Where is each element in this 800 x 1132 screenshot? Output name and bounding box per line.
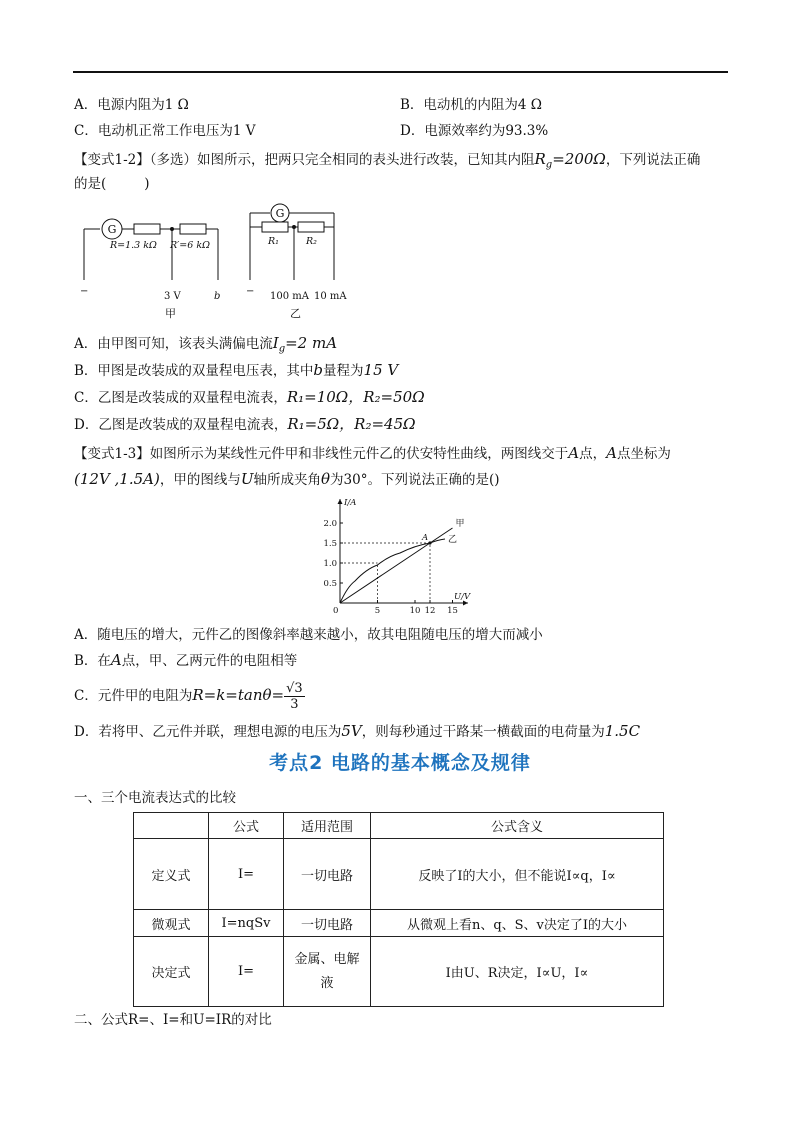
r-prime-label: R′=6 kΩ [170, 240, 210, 251]
resistor-r1 [262, 222, 288, 232]
option-d: D．电源效率约为93.3% [400, 123, 549, 139]
y-tick-label: 0.5 [323, 579, 337, 589]
option-d-value: R₁=5Ω，R₂=45Ω [287, 415, 416, 433]
variant-1-2-option-b [74, 361, 398, 380]
table-cell: 微观式 [134, 910, 209, 937]
y-tick-label: 1.0 [323, 559, 337, 569]
option-c: C．电动机正常工作电压为1 V [74, 123, 256, 139]
option-b: B．电动机的内阻为4 Ω [400, 97, 542, 113]
series-yi-curve [340, 539, 445, 603]
resistor-r-prime [180, 224, 206, 234]
intersection-label: A [422, 533, 429, 543]
ig-sub: g [278, 343, 286, 355]
terminal-b: b [214, 291, 221, 302]
option-d-mid: ，则每秒通过干路某一横截面的电荷量为 [361, 724, 605, 740]
variant-1-3-option-d [74, 722, 640, 741]
option-d-text: D．乙图是改装成的双量程电流表， [74, 417, 288, 433]
stem-text-2: 点， [579, 446, 607, 462]
option-d-text: D．若将甲、乙元件并联，理想电源的电压为 [74, 724, 342, 740]
origin-label: 0 [333, 606, 339, 616]
table-cell: 从微观上看n、q、S、v决定了I的大小 [371, 910, 664, 937]
option-c-text: C．元件甲的电阻为 [74, 688, 193, 704]
theta-var: θ [321, 470, 331, 488]
caption-jia: 甲 [165, 307, 176, 320]
variant-1-2-option-d [74, 415, 416, 434]
r2-label: R₂ [306, 236, 317, 247]
terminal-10ma: 10 mA [314, 291, 347, 302]
x-tick-label: 5 [374, 606, 381, 616]
stem-text-3-end: ) [144, 176, 150, 192]
x-tick-label: 10 [409, 606, 421, 616]
table-row [134, 937, 664, 1007]
stem-text: 如图所示为某线性元件甲和非线性元件乙的伏安特性曲线，两图线交于 [149, 446, 569, 462]
option-a-text: A．由甲图可知，该表头满偏电流 [74, 336, 273, 352]
r1-label: R₁ [268, 236, 279, 247]
series-jia-line [340, 528, 453, 603]
fraction-numerator: √3 [286, 681, 303, 696]
resistor-r2 [298, 222, 324, 232]
stem-text-2: ，下列说法正确 [605, 152, 701, 168]
rg-sub: g [545, 159, 553, 171]
x-tick-label: 12 [424, 606, 436, 616]
option-c-text: C．乙图是改装成的双量程电流表， [74, 390, 287, 406]
table-header-cell [134, 813, 209, 839]
variant-tag: 【变式1-2】 [74, 152, 150, 168]
y-tick-label: 1.5 [323, 539, 337, 549]
subsection-1-title: 一、三个电流表达式的比较 [74, 790, 236, 806]
table-header-cell: 公式 [209, 813, 284, 839]
option-b-point: A [110, 651, 122, 669]
top-rule [73, 71, 728, 73]
option-row-2 [74, 122, 549, 140]
option-d-voltage: 5V [341, 722, 362, 740]
terminal-100ma: 100 mA [270, 291, 309, 302]
g-label-right: G [275, 207, 285, 220]
stem-text-3: 的是( [74, 176, 107, 192]
y-tick-label: 2.0 [323, 519, 337, 529]
point-a-coord: (12V ,1.5A) [74, 470, 160, 488]
stem-text-5: 轴所成夹角 [253, 472, 322, 488]
option-b-text: B．甲图是改装成的双量程电压表，其中 [74, 363, 314, 379]
series-jia-label: 甲 [455, 519, 465, 529]
variant-1-2-stem-line2 [74, 175, 150, 193]
subsection-2-title: 二、公式R=、I=和U=IR的对比 [74, 1012, 272, 1028]
u-axis-var: U [240, 470, 254, 488]
minus-terminal-left: − [80, 286, 89, 297]
option-c-formula: R=k=tanθ= [192, 686, 285, 704]
variant-1-2-stem [74, 150, 700, 175]
stem-text: （多选）如图所示，把两只完全相同的表头进行改装，已知其内阻 [149, 152, 535, 168]
variant-1-2-option-c [74, 388, 425, 407]
table-cell: I=nqSv [209, 910, 284, 937]
table-row [134, 910, 664, 937]
ig-symbol: I [272, 334, 279, 352]
option-b-mid: 量程为 [323, 363, 364, 379]
current-expression-table [133, 812, 664, 1007]
table-header-row [134, 813, 664, 839]
stem-text-6: 为30°。下列说法正确的是() [330, 472, 500, 488]
section-heading: 考点2 电路的基本概念及规律 [269, 752, 531, 774]
table-cell: 金属、电解液 [284, 937, 371, 1007]
variant-1-3-stem [74, 444, 671, 463]
variant-1-3-option-a: A．随电压的增大，元件乙的图像斜率越来越小，故其电阻随电压的增大而减小 [74, 627, 543, 643]
option-d-charge: 1.5C [604, 722, 641, 740]
caption-yi: 乙 [290, 307, 301, 320]
b-var: b [313, 361, 324, 379]
circuit-figure [72, 200, 372, 320]
table-cell: 定义式 [134, 839, 209, 910]
point-a: A [568, 444, 580, 462]
resistor-r [134, 224, 160, 234]
ig-value: =2 mA [285, 334, 338, 352]
variant-1-3-option-b [74, 651, 297, 670]
rg-symbol: R [534, 150, 546, 168]
option-c-value: R₁=10Ω，R₂=50Ω [286, 388, 425, 406]
table-header-cell: 适用范围 [284, 813, 371, 839]
iu-chart [318, 495, 478, 620]
table-cell: I由U、R决定，I∝U，I∝ [371, 937, 664, 1007]
table-cell: I= [209, 937, 284, 1007]
option-b-text-2: 点，甲、乙两元件的电阻相等 [121, 653, 298, 669]
g-label-left: G [107, 223, 117, 236]
rg-value: =200Ω [552, 150, 606, 168]
variant-1-3-option-c [74, 679, 305, 712]
x-tick-label: 15 [447, 606, 458, 616]
option-b-value: 15 V [363, 361, 399, 379]
r-label: R=1.3 kΩ [110, 240, 157, 251]
stem-text-3: 点坐标为 [616, 446, 671, 462]
table-cell: 一切电路 [284, 910, 371, 937]
table-row [134, 839, 664, 910]
y-axis-arrow [338, 499, 343, 504]
series-yi-label: 乙 [448, 535, 458, 545]
option-b-text: B．在 [74, 653, 111, 669]
intersection-point [428, 541, 431, 544]
fraction-denominator: 3 [290, 697, 299, 712]
variant-1-2-option-a [74, 334, 337, 359]
option-a: A．电源内阻为1 Ω [74, 97, 189, 113]
table-header-cell: 公式含义 [371, 813, 664, 839]
terminal-3v: 3 V [164, 291, 181, 302]
option-row-1 [74, 96, 542, 114]
sqrt3-over-3 [284, 681, 305, 712]
table-cell: 反映了I的大小，但不能说I∝q，I∝ [371, 839, 664, 910]
table-cell: I= [209, 839, 284, 910]
table-cell: 一切电路 [284, 839, 371, 910]
x-axis-label: U/V [454, 592, 471, 602]
point-a-2: A [606, 444, 617, 462]
minus-terminal-right: − [246, 286, 255, 297]
y-axis-label: I/A [344, 498, 357, 508]
stem-text-4: ，甲的图线与 [159, 472, 241, 488]
table-cell: 决定式 [134, 937, 209, 1007]
variant-tag: 【变式1-3】 [74, 446, 150, 462]
variant-1-3-stem-line2 [74, 470, 500, 489]
